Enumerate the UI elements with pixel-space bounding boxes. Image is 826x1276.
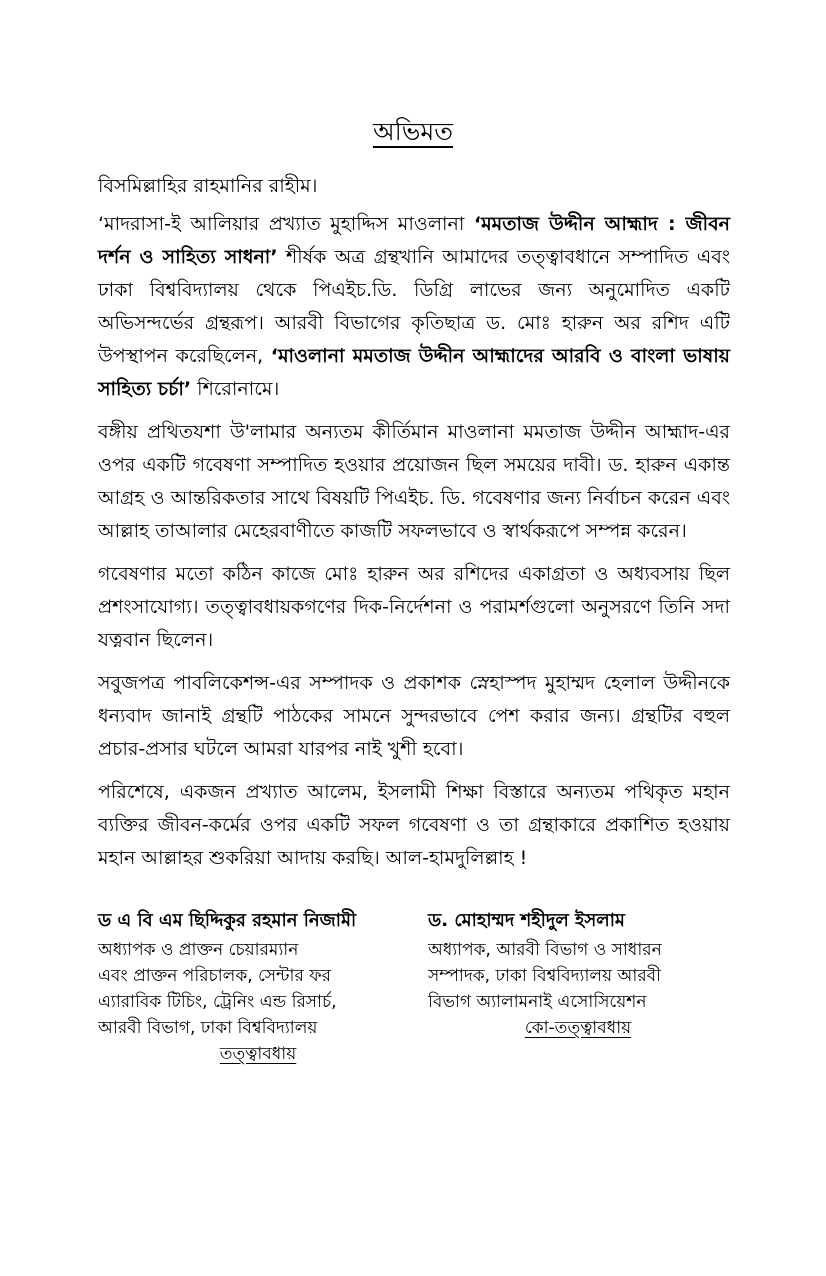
paragraph-1 xyxy=(98,208,730,406)
signature-left-line-1: অধ্যাপক ও প্রাক্তন চেয়ারম্যান xyxy=(98,940,299,960)
paragraph-1-middle: শীর্ষক অত্র গ্রন্থখানি আমাদের তত্ত্বাবধানে সম্পাদিত এবং ঢাকা বিশ্ববিদ্যালয় থেকে পিএইচ.ডি. ডিগ্রি লাভের জন্য অনুমোদিত একটি অভিসন্দর্ভের গ্রন্থরূপ। আরবী বিভাগের কৃতিছাত্র ড. মোঃ হারুন অর রশিদ এটি উপস্থাপন করেছিলেন, xyxy=(98,246,731,367)
paragraph-1-end: শিরোনামে। xyxy=(191,378,280,400)
body-content xyxy=(98,208,730,885)
greeting-text: বিসমিল্লাহির রাহমানির রাহীম। xyxy=(98,175,318,197)
signature-left-name: ড এ বি এম ছিদ্দিকুর রহমান নিজামী xyxy=(98,910,357,931)
signature-right-role: কো-তত্ত্বাবধায় xyxy=(524,1018,632,1038)
page-title xyxy=(0,112,826,155)
paragraph-4: সবুজপত্র পাবলিকেশন্স-এর সম্পাদক ও প্রকাশক স্নেহাস্পদ মুহাম্মদ হেলাল উদ্দীনকে ধন্যবাদ জানাই গ্রন্থটি পাঠকের সামনে সুন্দরভাবে পেশ করার জন্য। গ্রন্থটির বহুল প্রচার-প্রসার ঘটলে আমরা যারপর নাই খুশী হবো। xyxy=(98,672,730,760)
signature-right-line-3: বিভাগ অ্যালামনাই এসোসিয়েশন xyxy=(428,992,647,1012)
paragraph-1-thesis-title: ‘মাওলানা মমতাজ উদ্দীন আহ্মাদের আরবি ও বাংলা ভাষায় সাহিত্য চর্চা’ xyxy=(98,345,730,400)
signature-left-line-3: এ্যারাবিক টিচিং, ট্রেনিং এন্ড রিসার্চ, xyxy=(98,992,337,1012)
paragraph-5: পরিশেষে, একজন প্রখ্যাত আলেম, ইসলামী শিক্ষা বিস্তারে অন্যতম পথিকৃত মহান ব্যক্তির জীবন-কর্মের ওপর একটি সফল গবেষণা ও তা গ্রন্থাকারে প্রকাশিত হওয়ায় মহান আল্লাহর শুকরিয়া আদায় করছি। আল-হামদুলিল্লাহ ! xyxy=(98,781,730,869)
signature-left-role: তত্ত্বাবধায় xyxy=(219,1044,297,1064)
paragraph-1-intro: ‘মাদরাসা-ই আলিয়ার প্রখ্যাত মুহাদ্দিস মাওলানা xyxy=(98,213,474,235)
signature-right-name: ড. মোহাম্মদ শহীদুল ইসলাম xyxy=(428,910,625,931)
title-text: অভিমত xyxy=(372,117,454,146)
signature-right-line-2: সম্পাদক, ঢাকা বিশ্ববিদ্যালয় আরবী xyxy=(428,966,661,986)
paragraph-1-book-title: ‘মমতাজ উদ্দীন আহ্মাদ : জীবন দর্শন ও সাহিত্য সাধনা’ xyxy=(98,213,730,268)
signature-right xyxy=(428,908,728,1041)
signature-right-line-1: অধ্যাপক, আরবী বিভাগ ও সাধারন xyxy=(428,940,662,960)
paragraph-3: গবেষণার মতো কঠিন কাজে মোঃ হারুন অর রশিদের একাগ্রতা ও অধ্যবসায় ছিল প্রশংসাযোগ্য। তত্ত্বাবধায়কগণের দিক-নির্দেশনা ও পরামর্শগুলো অনুসরণে তিনি সদা যত্নবান ছিলেন। xyxy=(98,563,730,651)
paragraph-2: বঙ্গীয় প্রথিতযশা উ'লামার অন্যতম কীর্তিমান মাওলানা মমতাজ উদ্দীন আহ্মাদ-এর ওপর একটি গবেষণা সম্পাদিত হওয়ার প্রয়োজন ছিল সময়ের দাবী। ড. হারুন একান্ত আগ্রহ ও আন্তরিকতার সাথে বিষয়টি পিএইচ. ডি. গবেষণার জন্য নির্বাচন করেন এবং আল্লাহ তাআলার মেহেরবাণীতে কাজটি সফলভাবে ও স্বার্থকরূপে সম্পন্ন করেন। xyxy=(98,421,730,542)
signature-left-line-2: এবং প্রাক্তন পরিচালক, সেন্টার ফর xyxy=(98,966,331,986)
signature-left xyxy=(98,908,418,1067)
signature-left-line-4: আরবী বিভাগ, ঢাকা বিশ্ববিদ্যালয় xyxy=(98,1018,318,1038)
